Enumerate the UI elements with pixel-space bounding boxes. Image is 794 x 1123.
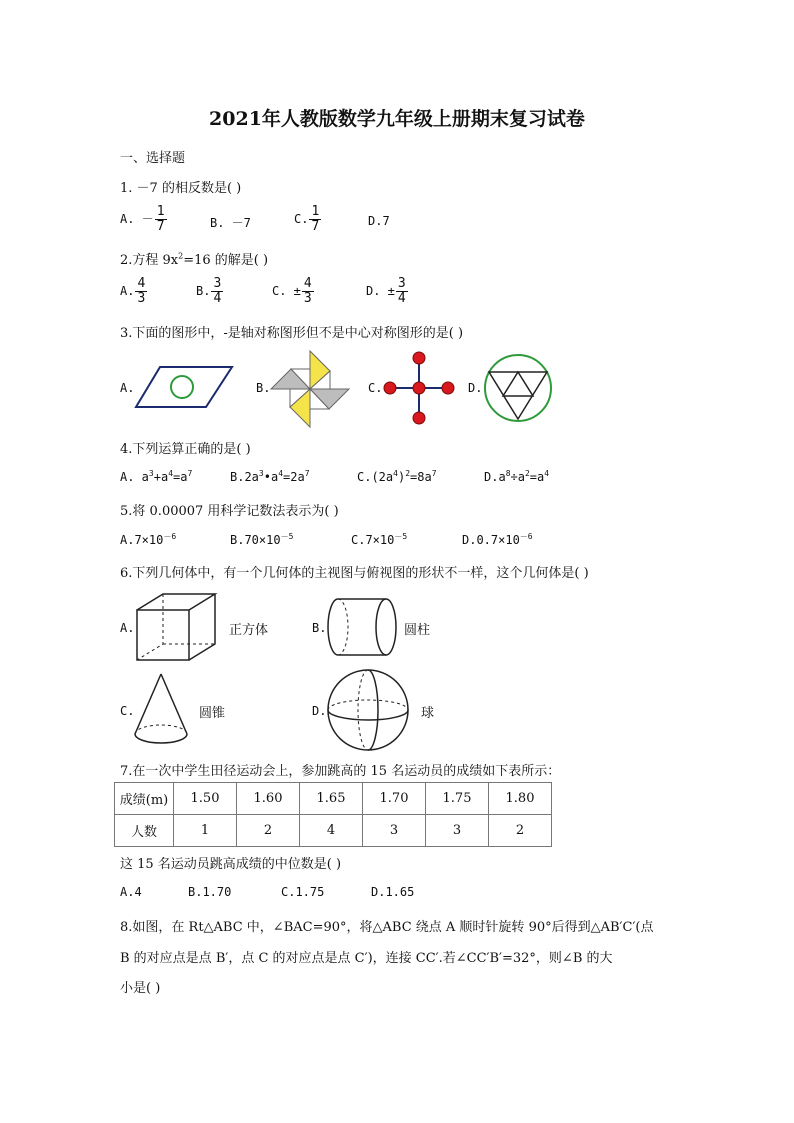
table-cell: 1.65 <box>300 783 363 815</box>
q2-a-den: 3 <box>137 291 146 306</box>
sphere-meridian-front <box>368 670 378 750</box>
table-row <box>115 783 552 815</box>
q5-a-base: A.7×10 <box>120 533 164 547</box>
q3-label-b: B. <box>256 381 271 395</box>
sphere-meridian-back <box>358 670 368 750</box>
q6-d-name: 球 <box>421 706 435 721</box>
q4-a-exp: 3 <box>148 469 154 478</box>
q5-c-exp: －5 <box>394 532 408 541</box>
q2-d-fraction <box>396 277 408 306</box>
q3-label-c: C. <box>368 381 383 395</box>
table-cell: 2 <box>237 815 300 847</box>
q2-c-fraction <box>302 277 314 306</box>
q2-a-num: 4 <box>137 276 146 291</box>
q4-a-part: A. a <box>120 470 149 484</box>
section-heading: 一、选择题 <box>120 151 186 166</box>
q1-c-prefix: C. <box>294 212 309 226</box>
q2-d-num: 3 <box>397 276 406 291</box>
cone-base-back <box>135 725 187 734</box>
q1-option-c <box>294 205 322 234</box>
q3-stem: 3.下面的图形中，-是轴对称图形但不是中心对称图形的是( ) <box>120 326 464 341</box>
q2-stem-pre: 2.方程 9x <box>120 253 179 268</box>
triangle-in-circle-figure <box>482 352 554 424</box>
q5-option-b <box>230 531 293 547</box>
q1-option-d: D.7 <box>368 214 390 228</box>
table-cell: 1.75 <box>426 783 489 815</box>
q2-a-fraction <box>135 277 147 306</box>
score-table <box>114 782 552 847</box>
q6-b-name: 圆柱 <box>404 623 431 638</box>
q1-c-num: 1 <box>311 204 320 219</box>
q4-b-exp: 3 <box>258 469 264 478</box>
q8-line-2: B 的对应点是点 B′，点 C 的对应点是点 C′)，连接 CC′.若∠CC′B′=32°，则∠B 的大 <box>120 951 613 966</box>
q4-d-exp: 4 <box>544 469 550 478</box>
q4-c-part: =8a <box>410 470 432 484</box>
cylinder-left-arc <box>328 599 338 655</box>
q1-c-den: 7 <box>311 219 320 234</box>
page-title: 2021年人教版数学九年级上册期末复习试卷 <box>209 108 585 130</box>
q2-c-num: 4 <box>303 276 312 291</box>
table-cell: 2 <box>489 815 552 847</box>
q5-b-base: B.70×10 <box>230 533 281 547</box>
cone-base-front <box>135 734 187 743</box>
q4-stem: 4.下列运算正确的是( ) <box>120 442 251 457</box>
q4-c-exp: 2 <box>405 469 411 478</box>
q6-stem: 6.下列几何体中，有一个几何体的主视图与俯视图的形状不一样，这个几何体是( ) <box>120 566 589 581</box>
red-dot <box>413 412 425 424</box>
table-cell: 3 <box>426 815 489 847</box>
q8-line-3: 小是( ) <box>120 981 161 996</box>
q5-option-d <box>462 531 533 547</box>
q6-label-c: C. <box>120 704 135 718</box>
q4-c-exp: 7 <box>431 469 437 478</box>
q1-stem: 1. －7 的相反数是( ) <box>120 181 242 196</box>
q4-option-c <box>357 469 437 484</box>
q4-c-part: C.(2a <box>357 470 394 484</box>
q1-option-a <box>120 205 168 234</box>
cylinder-figure <box>326 597 400 657</box>
q4-option-d <box>484 469 549 484</box>
q7-option-c: C.1.75 <box>281 885 325 899</box>
q4-c-part: ) <box>397 470 406 484</box>
q2-option-c <box>272 277 315 306</box>
q5-c-base: C.7×10 <box>351 533 395 547</box>
q5-b-exp: －5 <box>280 532 294 541</box>
red-dot <box>413 352 425 364</box>
sphere-figure <box>326 668 410 752</box>
q2-a-prefix: A. <box>120 284 135 298</box>
q4-b-part: •a <box>263 470 279 484</box>
q1-a-den: 7 <box>156 219 165 234</box>
q7-option-b: B.1.70 <box>188 885 232 899</box>
q4-option-b <box>230 469 310 484</box>
parallelogram-circle-figure <box>134 365 234 409</box>
q7-option-d: D.1.65 <box>371 885 415 899</box>
cube-side-face <box>189 594 215 660</box>
q6-a-name: 正方体 <box>229 623 269 638</box>
q2-b-fraction <box>211 277 223 306</box>
cube-hidden-edges <box>137 594 163 660</box>
q4-c-exp: 4 <box>393 469 398 478</box>
q4-d-part: =a <box>529 470 545 484</box>
parallelogram-shape <box>136 367 232 407</box>
q2-option-b <box>196 277 224 306</box>
q6-label-b: B. <box>312 621 327 635</box>
q4-a-part: =a <box>173 470 188 484</box>
table-row <box>115 815 552 847</box>
table-cell: 1.80 <box>489 783 552 815</box>
red-dot <box>384 382 396 394</box>
q2-stem-post: =16 的解是( ) <box>183 253 269 268</box>
q4-b-exp: 7 <box>304 469 310 478</box>
q1-a-num: 1 <box>156 204 165 219</box>
q5-stem: 5.将 0.00007 用科学记数法表示为( ) <box>120 504 339 519</box>
q5-d-base: D.0.7×10 <box>462 533 520 547</box>
q2-stem <box>120 249 268 268</box>
sphere-equator-front <box>328 710 408 720</box>
table-cell: 4 <box>300 815 363 847</box>
q4-a-exp: 4 <box>168 469 174 478</box>
inner-triangle <box>503 372 533 396</box>
q2-option-a <box>120 277 148 306</box>
q7-question: 这 15 名运动员跳高成绩的中位数是( ) <box>120 857 342 872</box>
q2-b-num: 3 <box>213 276 222 291</box>
sphere-equator-back <box>328 700 408 710</box>
q7-option-a: A.4 <box>120 885 142 899</box>
q5-d-exp: －6 <box>519 532 533 541</box>
q5-option-c <box>351 531 407 547</box>
q6-label-a: A. <box>120 621 135 635</box>
q4-a-exp: 7 <box>187 469 193 478</box>
circle-shape <box>171 376 193 398</box>
q2-d-den: 4 <box>397 291 406 306</box>
cylinder-right-end <box>376 599 396 655</box>
red-dot <box>442 382 454 394</box>
q3-label-a: A. <box>120 381 135 395</box>
q2-d-prefix: D. ± <box>366 284 395 298</box>
table-cell: 3 <box>363 815 426 847</box>
q4-b-part: =2a <box>283 470 305 484</box>
q1-a-prefix: A. － <box>120 212 154 226</box>
q1-option-b: B. －7 <box>210 216 251 230</box>
q8-line-1: 8.如图，在 Rt△ABC 中，∠BAC=90°，将△ABC 绕点 A 顺时针旋转 90°后得到△AB′C′(点 <box>120 920 654 935</box>
q2-c-den: 3 <box>303 291 312 306</box>
pinwheel-figure <box>268 348 352 430</box>
q2-b-prefix: B. <box>196 284 211 298</box>
q2-option-d <box>366 277 409 306</box>
table-cell: 1.60 <box>237 783 300 815</box>
q4-d-part: D.a <box>484 470 506 484</box>
q4-d-exp: 2 <box>524 469 530 478</box>
q5-a-exp: －6 <box>163 532 177 541</box>
q1-a-fraction <box>155 205 167 234</box>
q4-a-part: +a <box>153 470 169 484</box>
q4-b-part: B.2a <box>230 470 259 484</box>
q4-d-part: ÷a <box>510 470 525 484</box>
q2-c-prefix: C. ± <box>272 284 301 298</box>
q4-b-exp: 4 <box>278 469 284 478</box>
q5-option-a <box>120 531 176 547</box>
cross-dots-figure <box>382 350 456 426</box>
q6-c-name: 圆锥 <box>199 706 226 721</box>
cube-front-face <box>137 610 189 660</box>
q4-d-exp: 8 <box>505 469 511 478</box>
table-cell: 1 <box>174 815 237 847</box>
red-dot <box>413 382 425 394</box>
cylinder-hidden-arc <box>338 599 348 655</box>
cone-figure <box>133 672 189 746</box>
table-header-cell: 成绩(m) <box>115 783 174 815</box>
table-cell: 1.70 <box>363 783 426 815</box>
q3-label-d: D. <box>468 381 483 395</box>
q4-option-a <box>120 469 192 484</box>
table-header-cell: 人数 <box>115 815 174 847</box>
q7-stem: 7.在一次中学生田径运动会上，参加跳高的 15 名运动员的成绩如下表所示： <box>120 764 561 779</box>
cube-top-face <box>137 594 215 610</box>
table-cell: 1.50 <box>174 783 237 815</box>
q6-label-d: D. <box>312 704 327 718</box>
q2-stem-sup: 2 <box>178 251 184 261</box>
cube-figure <box>135 592 219 662</box>
q1-c-fraction <box>309 205 321 234</box>
q2-b-den: 4 <box>213 291 222 306</box>
sphere-outline <box>328 670 408 750</box>
outer-circle <box>485 355 551 421</box>
